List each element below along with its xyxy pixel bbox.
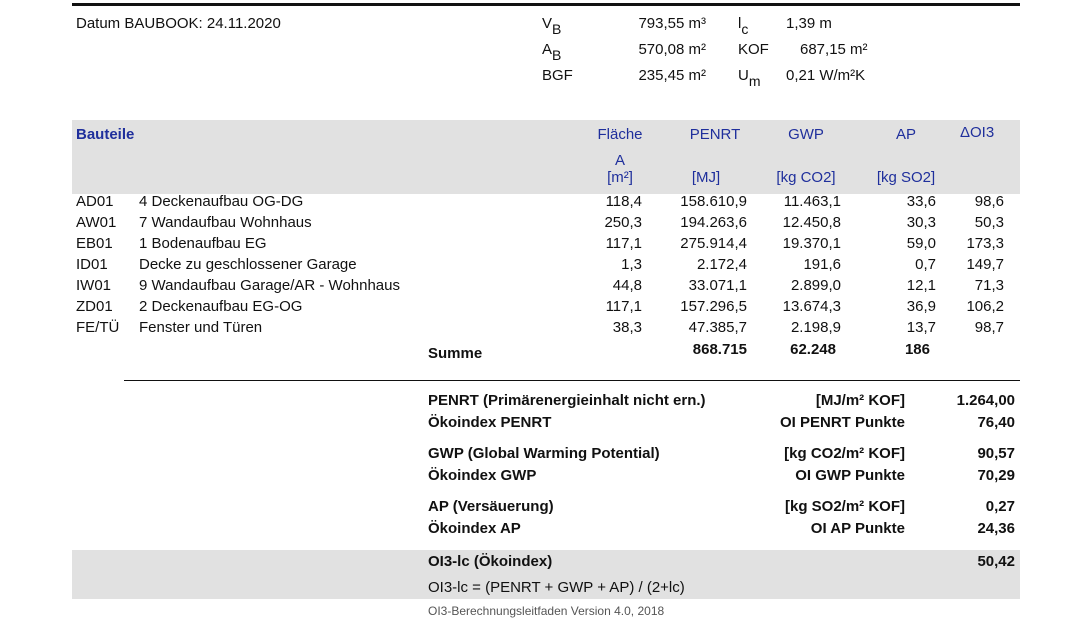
row-penrt: 33.071,1 [688, 277, 747, 294]
table-row [0, 319, 1080, 340]
col-header-ap: AP [895, 126, 916, 143]
param-bgf-value: 235,45 m² [638, 67, 706, 84]
row-area: 117,1 [605, 298, 642, 315]
col-header-delta-oi3: ΔOI3 [960, 124, 995, 141]
col-header-gwp-unit: [kg CO2] [776, 169, 836, 186]
row-gwp: 11.463,1 [783, 193, 841, 210]
param-lc-value: 1,39 m [786, 15, 832, 32]
row-gwp: 19.370,1 [782, 235, 841, 252]
row-code: FE/TÜ [76, 319, 120, 336]
row-name: 2 Deckenaufbau EG-OG [139, 298, 303, 315]
row-penrt: 157.296,5 [680, 298, 747, 315]
summary-oi-ap-label: Ökoindex AP [428, 520, 521, 537]
row-gwp: 13.674,3 [782, 298, 841, 315]
row-penrt: 47.385,7 [688, 319, 747, 336]
summary-ap-label: AP (Versäuerung) [428, 498, 554, 515]
summary-oi-gwp-unit: OI GWP Punkte [795, 467, 905, 484]
table-title: Bauteile [76, 126, 135, 143]
summary-oi-penrt-unit: OI PENRT Punkte [779, 414, 905, 431]
summary-oi-ap-value: 24,36 [977, 520, 1015, 537]
row-code: ID01 [76, 256, 108, 273]
row-doi3: 149,7 [966, 256, 1004, 273]
row-area: 118,4 [605, 193, 642, 210]
row-code: ZD01 [76, 298, 113, 315]
row-name: 7 Wandaufbau Wohnhaus [139, 214, 312, 231]
row-gwp: 2.899,0 [790, 277, 841, 294]
table-row [0, 193, 1080, 214]
summary-separator [124, 380, 1020, 381]
param-kof-symbol: KOF [738, 41, 769, 58]
table-row [0, 235, 1080, 256]
sum-ap: 186 [904, 341, 930, 358]
row-ap: 13,7 [906, 319, 936, 336]
row-code: EB01 [76, 235, 113, 252]
summary-oi-penrt-value: 76,40 [977, 414, 1015, 431]
col-header-penrt-unit: [MJ] [691, 169, 721, 186]
row-code: AW01 [76, 214, 117, 231]
summary-penrt-unit: [MJ/m² KOF] [815, 392, 905, 409]
col-header-ap-unit: [kg SO2] [876, 169, 936, 186]
col-header-area-symbol: A [614, 152, 625, 169]
row-ap: 59,0 [906, 235, 936, 252]
param-kof-value: 687,15 m² [800, 41, 868, 58]
row-penrt: 194.263,6 [680, 214, 747, 231]
sum-label: Summe [428, 345, 483, 362]
row-doi3: 50,3 [974, 214, 1004, 231]
row-area: 38,3 [612, 319, 642, 336]
summary-oi-ap-unit: OI AP Punkte [810, 520, 905, 537]
row-code: AD01 [76, 193, 114, 210]
row-name: 1 Bodenaufbau EG [139, 235, 267, 252]
row-doi3: 71,3 [974, 277, 1004, 294]
col-header-area: Fläche [597, 126, 643, 143]
summary-ap-value: 0,27 [985, 498, 1015, 515]
row-penrt: 275.914,4 [680, 235, 747, 252]
row-gwp: 2.198,9 [790, 319, 841, 336]
row-penrt: 2.172,4 [696, 256, 747, 273]
param-ab-value: 570,08 m² [638, 41, 706, 58]
param-ab-symbol: AB [542, 41, 562, 63]
row-ap: 30,3 [906, 214, 936, 231]
summary-oi-gwp-value: 70,29 [977, 467, 1015, 484]
row-name: 4 Deckenaufbau OG-DG [139, 193, 304, 210]
col-header-penrt: PENRT [689, 126, 741, 143]
param-vb-symbol: VB [542, 15, 562, 37]
summary-penrt-label: PENRT (Primärenergieinhalt nicht ern.) [428, 392, 706, 409]
summary-ap-unit: [kg SO2/m² KOF] [784, 498, 905, 515]
row-name: 9 Wandaufbau Garage/AR - Wohnhaus [139, 277, 400, 294]
row-area: 1,3 [621, 256, 642, 273]
result-formula: OI3-lc = (PENRT + GWP + AP) / (2+lc) [428, 579, 685, 596]
top-rule [72, 3, 1020, 6]
row-area: 117,1 [605, 235, 642, 252]
date-label: Datum BAUBOOK: 24.11.2020 [76, 15, 281, 32]
table-row [0, 298, 1080, 319]
row-doi3: 173,3 [966, 235, 1004, 252]
summary-gwp-label: GWP (Global Warming Potential) [428, 445, 660, 462]
row-name: Decke zu geschlossener Garage [139, 256, 357, 273]
summary-oi-gwp-label: Ökoindex GWP [428, 467, 537, 484]
param-bgf-symbol: BGF [542, 67, 573, 84]
param-um-value: 0,21 W/m²K [786, 67, 866, 84]
param-um-symbol: Um [738, 67, 761, 89]
row-ap: 0,7 [915, 256, 936, 273]
param-vb-value: 793,55 m³ [638, 15, 706, 32]
row-area: 44,8 [612, 277, 642, 294]
row-code: IW01 [76, 277, 112, 294]
table-row [0, 214, 1080, 235]
result-value: 50,42 [977, 553, 1015, 570]
table-row [0, 256, 1080, 277]
summary-gwp-value: 90,57 [977, 445, 1015, 462]
sum-gwp: 62.248 [790, 341, 836, 358]
row-ap: 36,9 [906, 298, 936, 315]
col-header-area-unit: [m²] [607, 169, 633, 186]
table-row [0, 277, 1080, 298]
row-name: Fenster und Türen [139, 319, 263, 336]
row-penrt: 158.610,9 [680, 193, 747, 210]
row-area: 250,3 [604, 214, 642, 231]
row-doi3: 106,2 [966, 298, 1004, 315]
sum-penrt: 868.715 [692, 341, 747, 358]
row-gwp: 191,6 [803, 256, 841, 273]
summary-penrt-value: 1.264,00 [956, 392, 1015, 409]
summary-gwp-unit: [kg CO2/m² KOF] [784, 445, 905, 462]
param-lc-symbol: lc [738, 15, 749, 37]
source-note: OI3-Berechnungsleitfaden Version 4.0, 2018 [428, 604, 665, 618]
row-ap: 12,1 [906, 277, 936, 294]
row-ap: 33,6 [906, 193, 936, 210]
row-doi3: 98,7 [974, 319, 1004, 336]
col-header-gwp: GWP [788, 126, 824, 143]
row-gwp: 12.450,8 [782, 214, 841, 231]
row-doi3: 98,6 [974, 193, 1004, 210]
result-label: OI3-lc (Ökoindex) [428, 553, 553, 570]
summary-oi-penrt-label: Ökoindex PENRT [428, 414, 552, 431]
